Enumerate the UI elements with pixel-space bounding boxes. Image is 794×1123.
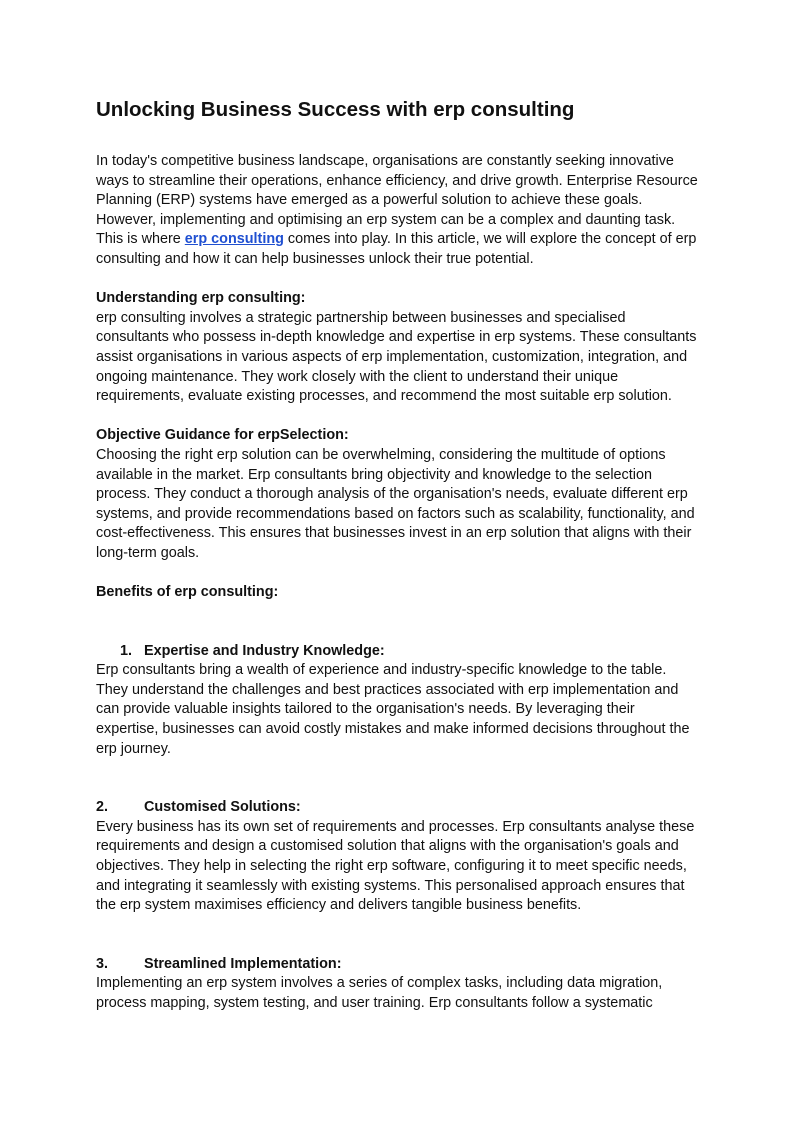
benefit-item-title: Streamlined Implementation: [144,955,342,972]
benefit-item-number: 2. [96,799,109,816]
understanding-paragraph: erp consulting involves a strategic partnership between businesses and specialised consultants who possess in-depth knowledge and expertise in erp systems. These consultants assist organisations in various aspects of erp implementation, customization, integration, and ongoing maintenance. They work closely with the client to understand their unique requirements, evaluate existing processes, and recommend the most suitable erp solution. [96,309,697,405]
intro-section [96,152,700,270]
benefit-item-title: Customised Solutions: [144,799,301,816]
benefits-section [96,583,700,1014]
benefit-item-heading [96,955,700,975]
objective-paragraph: Choosing the right erp solution can be overwhelming, considering the multitude of options available in the market. Erp consultants bring objectivity and knowledge to the selection process. They conduct a thorough analysis of the organisation's needs, evaluate different erp systems, and provide recommendations based on factors such as scalability, functionality, and cost-effectiveness. This ensures that businesses invest in an erp solution that aligns with their long-term goals. [96,446,695,561]
benefit-item-body: Every business has its own set of requirements and processes. Erp consultants analyse these requirements and design a customised solution that aligns with the organisation's goals and objectives. They help in selecting the right erp software, configuring it to meet specific needs, and integrating it seamlessly with existing systems. This personalised approach ensures that the erp system maximises efficiency and delivers tangible business benefits. [96,818,695,914]
objective-section [96,426,700,563]
page-title: Unlocking Business Success with erp consulting [96,98,575,121]
benefit-item [96,955,700,1014]
objective-heading: Objective Guidance for erpSelection: [96,427,349,444]
benefit-item [96,798,700,916]
benefit-item-body: Erp consultants bring a wealth of experience and industry-specific knowledge to the table. They understand the challenges and best practices associated with erp implementation and can provide valuable insights tailored to the organisation's needs. By leveraging their expertise, businesses can avoid costly mistakes and make informed decisions throughout the erp journey. [96,662,690,757]
benefit-item-number: 3. [96,955,109,972]
intro-paragraph [96,152,700,270]
benefits-heading: Benefits of erp consulting: [96,584,279,601]
benefit-item-heading [96,642,700,662]
benefit-item [96,642,700,760]
benefit-item-heading [96,798,700,818]
benefit-item-body: Implementing an erp system involves a series of complex tasks, including data migration, process mapping, system testing, and user training. Erp consultants follow a systematic [96,975,663,1011]
benefit-item-number: 1. [120,642,133,659]
understanding-heading: Understanding erp consulting: [96,290,306,307]
intro-text-after-link: comes into play. In this article, we will explore the concept of erp consulting and how it can help businesses unlock their true potential. [96,231,697,267]
understanding-section [96,289,700,407]
benefit-item-title: Expertise and Industry Knowledge: [144,642,385,659]
intro-text-before-link: In today's competitive business landscape, organisations are constantly seeking innovative ways to streamline their operations, enhance efficiency, and drive growth. Enterprise Resource Planning (ERP) systems have emerged as a powerful solution to achieve these goals. However, implementing and optimising an erp system can be a complex and daunting task. This is where [96,153,698,248]
erp-consulting-link[interactable]: erp consulting [184,231,284,248]
document-page [96,96,700,1014]
